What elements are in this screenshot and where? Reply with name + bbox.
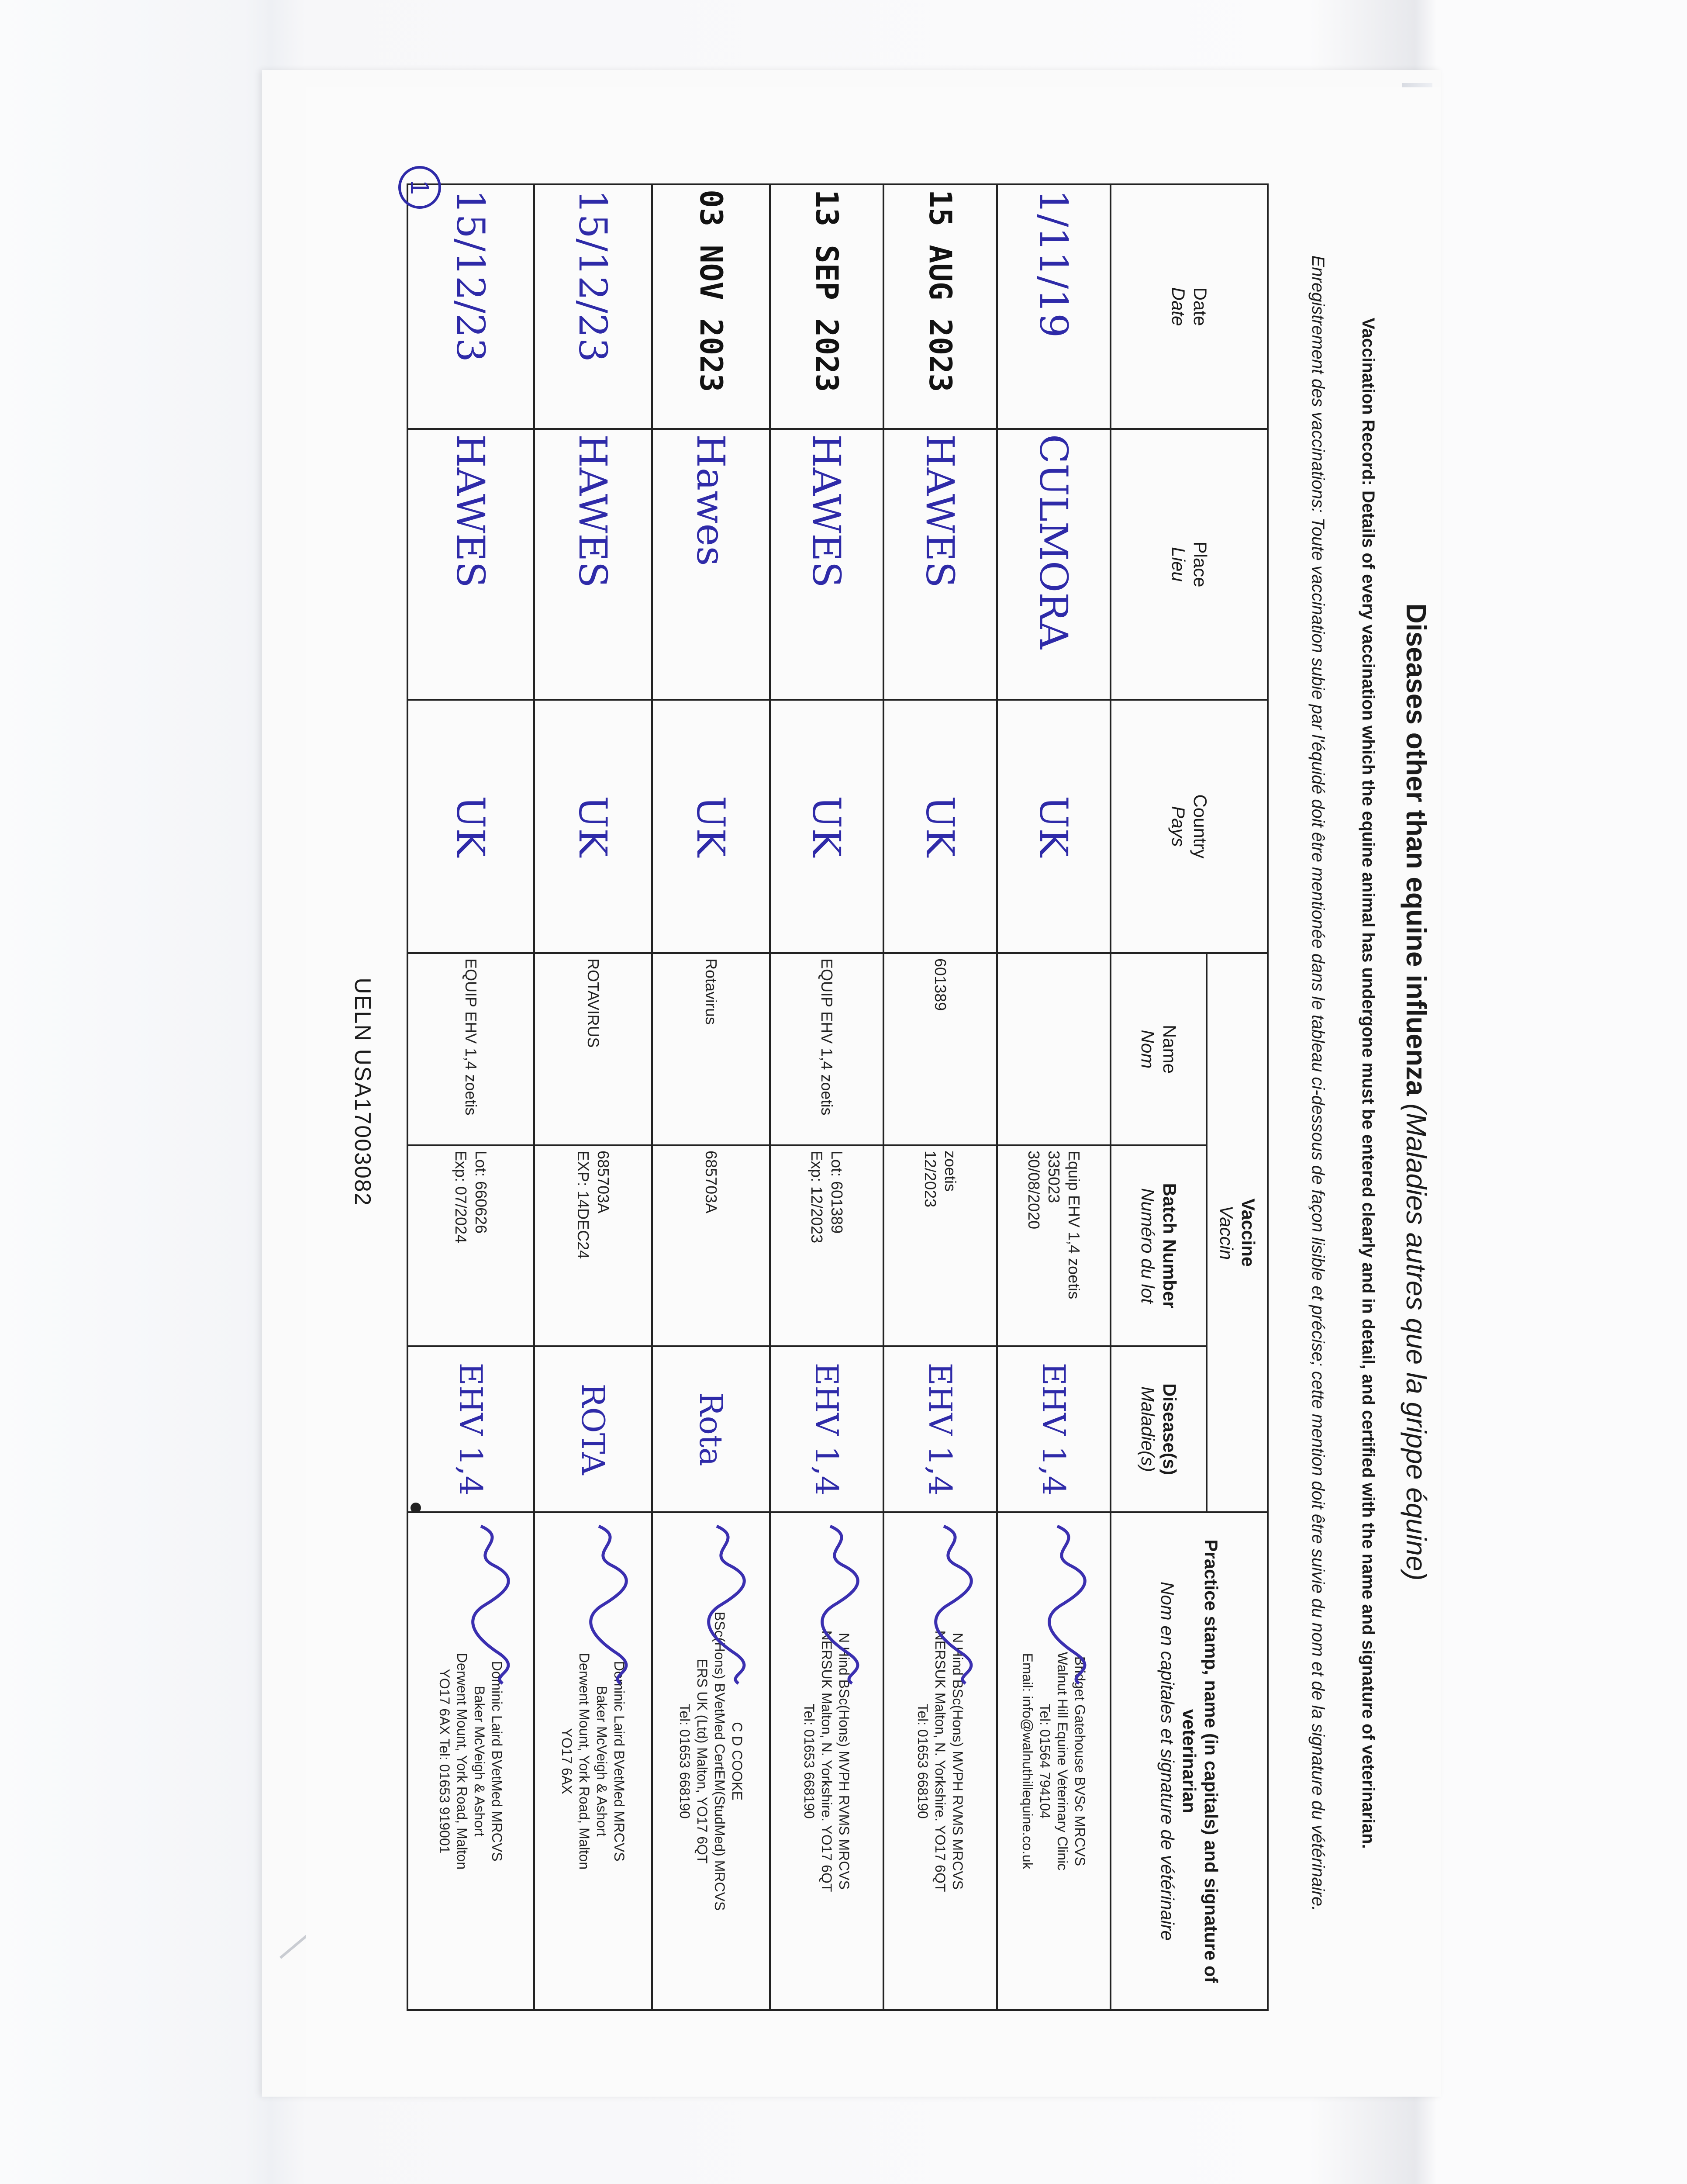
practice-stamp-line: Dominic Laird BVetMed MRCVS [489, 1661, 505, 1862]
cell-vaccine-name: EQUIP EHV 1,4 zoetis [407, 953, 534, 1145]
header-vaccine: Vaccine Vaccin [1207, 953, 1268, 1512]
header-batch-number: Batch Number Numéro du lot [1111, 1145, 1207, 1346]
cell-practice-stamp [407, 1512, 534, 2010]
header-vaccine-name: Name Nom [1111, 953, 1207, 1145]
cell-date: 15 AUG 2023 [883, 184, 997, 429]
intro-en: Vaccination Record: Details of every vaccination which the equine animal has undergone must be entered clearly and in detail, and certified with the name and signature of veterinarian. [1359, 318, 1378, 1849]
practice-stamp-line: Derwent Mount, York Road, Malton [576, 1652, 592, 1870]
title-fr: (Maladies autres que la grippe équine) [1401, 1103, 1432, 1581]
page-title [1400, 87, 1432, 2097]
vaccination-record-page [306, 87, 1441, 2097]
title-en: Diseases other than equine influenza [1401, 603, 1432, 1096]
intro-fr: Enregistrement des vaccinations: Toute vaccination subie par l'équidé doit être mentionée dans le tableau ci-dessous de façon lisible et précise; cette mention doit être suivie du nom et de la signature du vétérinaire. [1308, 255, 1328, 1911]
entry-number-circle: 1 [398, 166, 441, 209]
practice-stamp-line: Derwent Mount, York Road, Malton [454, 1652, 470, 1870]
cell-country: UK [534, 700, 652, 953]
cell-disease: EHV 1,4 [770, 1346, 883, 1512]
ueln-number: UELN USA17003082 [350, 978, 375, 1206]
cell-date: 03 NOV 2023 [652, 184, 770, 429]
vaccination-row [407, 184, 534, 2010]
cell-vaccine-name: ROTAVIRUS [534, 953, 652, 1145]
practice-stamp-line: NERSUK Malton, N. Yorkshire. YO17 6QT [932, 1630, 948, 1892]
practice-stamp-line: Tel: 01653 668190 [801, 1704, 817, 1819]
cell-batch-number: zoetis 12/2023 [883, 1145, 997, 1346]
header-date: Date Date [1111, 184, 1268, 429]
practice-stamp-line: YO17 6AX Tel: 01653 919001 [437, 1669, 452, 1854]
vaccination-row [997, 184, 1111, 2010]
cell-vaccine-name: Rotavirus [652, 953, 770, 1145]
cell-place: HAWES [534, 429, 652, 700]
cell-date: 15/12/23 [534, 184, 652, 429]
cell-place: CULMORA [997, 429, 1111, 700]
ink-dot [411, 1503, 421, 1513]
practice-stamp-line: Bridget Gatehouse BVSc MRCVS [1072, 1656, 1088, 1866]
vaccination-row [770, 184, 883, 2010]
cell-date: 15/12/23 [407, 184, 534, 429]
practice-stamp-line: Tel: 01653 668190 [677, 1704, 693, 1819]
practice-stamp-line: NERSUK Malton, N. Yorkshire. YO17 6QT [819, 1630, 835, 1892]
cell-disease: EHV 1,4 [407, 1346, 534, 1512]
cell-disease: EHV 1,4 [997, 1346, 1111, 1512]
practice-stamp-line: Baker McVeigh & Ashort [594, 1686, 610, 1837]
cell-disease: Rota [652, 1346, 770, 1512]
cell-batch-number: Lot: 660626 Exp: 07/2024 [407, 1145, 534, 1346]
veterinarian-signature [463, 1522, 516, 1688]
cell-disease: ROTA [534, 1346, 652, 1512]
practice-stamp-line: N Hind BSc(Hons) MVPH RVMS MRCVS [836, 1633, 852, 1890]
vaccination-row [883, 184, 997, 2010]
cell-practice-stamp [770, 1512, 883, 2010]
cell-vaccine-name: EQUIP EHV 1,4 zoetis [770, 953, 883, 1145]
cell-country: UK [883, 700, 997, 953]
cell-batch-number: 685703A [652, 1145, 770, 1346]
cell-date: 13 SEP 2023 [770, 184, 883, 429]
cell-place: Hawes [652, 429, 770, 700]
practice-stamp-line: YO17 6AX [559, 1728, 575, 1794]
veterinarian-signature [699, 1522, 752, 1688]
cell-place: HAWES [407, 429, 534, 700]
header-country: Country Pays [1111, 700, 1268, 953]
vaccination-row [652, 184, 770, 2010]
cell-batch-number: Lot: 601389 Exp: 12/2023 [770, 1145, 883, 1346]
veterinarian-signature [926, 1522, 979, 1688]
cell-country: UK [407, 700, 534, 953]
header-diseases: Disease(s) Maladie(s) [1111, 1346, 1207, 1512]
practice-stamp-line: Email: info@walnuthillequine.co.uk [1020, 1653, 1035, 1870]
practice-stamp-line: Walnut Hill Equine Veterinary Clinic [1055, 1652, 1070, 1871]
cell-practice-stamp [997, 1512, 1111, 2010]
cell-practice-stamp [883, 1512, 997, 2010]
practice-stamp-line: N Hind BSc(Hons) MVPH RVMS MRCVS [950, 1633, 966, 1890]
cell-practice-stamp [534, 1512, 652, 2010]
practice-stamp-line: C D COOKE [729, 1722, 745, 1800]
cell-place: HAWES [883, 429, 997, 700]
vaccination-table [407, 183, 1269, 2011]
veterinarian-signature [581, 1522, 634, 1688]
practice-stamp-line: Dominic Laird BVetMed MRCVS [611, 1661, 627, 1862]
practice-stamp-line: Baker McVeigh & Ashort [472, 1686, 487, 1837]
vaccination-row [534, 184, 652, 2010]
cell-disease: EHV 1,4 [883, 1346, 997, 1512]
veterinarian-signature [1040, 1522, 1092, 1688]
practice-stamp-line: Tel: 01653 668190 [915, 1704, 931, 1819]
cell-vaccine-name [997, 953, 1111, 1145]
practice-stamp-line: BSc(Hons) BVetMed CertEM(StudMed) MRCVS [712, 1611, 728, 1911]
cell-country: UK [652, 700, 770, 953]
cell-practice-stamp [652, 1512, 770, 2010]
cell-date: 1/11/19 [997, 184, 1111, 429]
practice-stamp-line: Tel: 01564 794104 [1037, 1704, 1053, 1819]
cell-place: HAWES [770, 429, 883, 700]
cell-batch-number: Equip EHV 1,4 zoetis 335023 30/08/2020 [997, 1145, 1111, 1346]
cell-country: UK [997, 700, 1111, 953]
header-place: Place Lieu [1111, 429, 1268, 700]
veterinarian-signature [813, 1522, 865, 1688]
header-practice: Practice stamp, name (in capitals) and signature of veterinarian Nom en capitales et signature de vétérinaire [1111, 1512, 1268, 2010]
practice-stamp-line: ERS UK (Ltd) Malton, YO17 6QT [694, 1659, 710, 1864]
cell-vaccine-name: 601389 [883, 953, 997, 1145]
cell-batch-number: 685703A EXP: 14DEC24 [534, 1145, 652, 1346]
cell-country: UK [770, 700, 883, 953]
